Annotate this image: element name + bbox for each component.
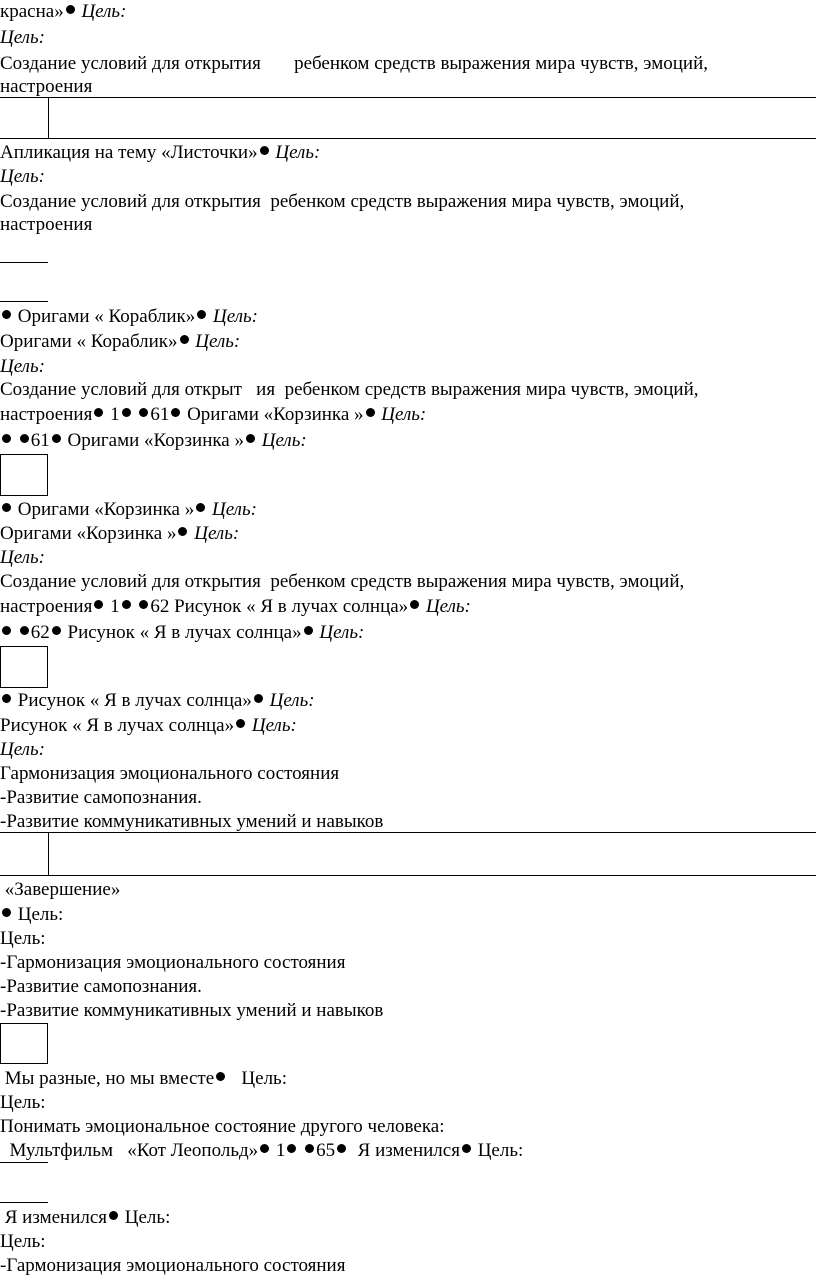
text-line bbox=[0, 403, 426, 427]
bullet-icon bbox=[66, 5, 75, 14]
goal-label: Цель: bbox=[275, 142, 321, 163]
goal-label: Цель: bbox=[261, 430, 307, 451]
text-line bbox=[0, 141, 320, 165]
cell-stub-line bbox=[0, 262, 48, 263]
goal-label: Цель: bbox=[381, 404, 427, 425]
cell-stub-line bbox=[0, 301, 48, 302]
bullet-icon bbox=[246, 434, 255, 443]
table-cell-box bbox=[0, 646, 48, 688]
text-line bbox=[0, 498, 257, 522]
goal-label: Цель: bbox=[269, 690, 315, 711]
table-cell-border bbox=[48, 832, 49, 875]
divider-line bbox=[0, 832, 816, 833]
goal-label: Цель: bbox=[13, 904, 64, 925]
text-line bbox=[0, 330, 240, 354]
text-line bbox=[0, 903, 63, 927]
session-number: 1 bbox=[105, 596, 120, 617]
text-line: -Гармонизация эмоционального состояния bbox=[0, 1255, 346, 1276]
text-line bbox=[0, 522, 239, 546]
line-text: Рисунок « Я в лучах солнца» bbox=[62, 622, 302, 643]
session-number: 1 bbox=[105, 404, 120, 425]
bullet-icon bbox=[94, 408, 103, 417]
goal-label: Цель: bbox=[472, 1140, 524, 1161]
line-text: Рисунок « Я в лучах солнца» bbox=[169, 596, 409, 617]
text-line: «Завершение» bbox=[0, 879, 121, 900]
bullet-icon bbox=[197, 310, 206, 319]
line-text: Я изменился bbox=[0, 1207, 108, 1228]
text-line: Создание условий для открытия ребенком средств выражения мира чувств, эмоций, bbox=[0, 191, 685, 212]
text-line: настроения bbox=[0, 76, 93, 97]
goal-label: Цель: bbox=[0, 928, 46, 949]
bullet-icon bbox=[20, 434, 29, 443]
bullet-icon bbox=[216, 1072, 225, 1081]
goal-label: Цель: bbox=[425, 596, 471, 617]
divider-line bbox=[0, 97, 816, 98]
text-line bbox=[0, 689, 315, 713]
goal-label: Цель: bbox=[0, 356, 45, 377]
bullet-icon bbox=[260, 1144, 269, 1153]
goal-label: Цель: bbox=[319, 622, 365, 643]
bullet-icon bbox=[94, 600, 103, 609]
goal-label: Цель: bbox=[213, 306, 258, 327]
line-text: Оригами «Корзинка » bbox=[182, 404, 364, 425]
cell-stub-line bbox=[0, 1162, 48, 1163]
bullet-icon bbox=[305, 1144, 314, 1153]
goal-label: Цель: bbox=[251, 715, 297, 736]
goal-label: Цель: bbox=[195, 331, 241, 352]
goal-label: Цель: bbox=[81, 1, 127, 22]
bullet-icon bbox=[2, 434, 11, 443]
bullet-icon bbox=[2, 310, 11, 319]
bullet-icon bbox=[2, 694, 11, 703]
bullet-icon bbox=[254, 694, 263, 703]
text-line: -Развитие коммуникативных умений и навыков bbox=[0, 1000, 384, 1021]
session-number: 1 bbox=[271, 1140, 286, 1161]
text-line bbox=[0, 1206, 170, 1230]
text-line: Понимать эмоциональное состояние другого человека: bbox=[0, 1116, 445, 1137]
goal-label: Цель: bbox=[194, 523, 240, 544]
bullet-icon bbox=[122, 600, 131, 609]
text-line: Создание условий для открыт ия ребенком средств выражения мира чувств, эмоций, bbox=[0, 379, 699, 400]
text-line bbox=[0, 714, 297, 738]
text-line bbox=[0, 1139, 523, 1163]
text-line: -Развитие самопознания. bbox=[0, 787, 202, 808]
goal-label: Цель: bbox=[0, 166, 45, 187]
line-text: красна» bbox=[0, 1, 64, 22]
cell-stub-line bbox=[0, 1202, 48, 1203]
text-line: -Развитие коммуникативных умений и навыков bbox=[0, 811, 384, 832]
goal-label: Цель: bbox=[211, 499, 257, 520]
line-text: Оригами «Корзинка » bbox=[62, 430, 244, 451]
bullet-icon bbox=[122, 408, 131, 417]
line-text: Мы разные, но мы вместе bbox=[0, 1068, 215, 1089]
bullet-icon bbox=[304, 626, 313, 635]
line-text: Оригами «Корзинка » bbox=[0, 523, 177, 544]
page-number: 62 bbox=[30, 622, 50, 643]
bullet-icon bbox=[260, 146, 269, 155]
line-text: настроения bbox=[0, 596, 93, 617]
bullet-icon bbox=[52, 626, 61, 635]
bullet-icon bbox=[196, 503, 205, 512]
text-line: Создание условий для открытия ребенком средств выражения мира чувств, эмоций, bbox=[0, 571, 685, 592]
divider-line bbox=[0, 875, 816, 876]
bullet-icon bbox=[410, 600, 419, 609]
text-line: Создание условий для открытия ребенком средств выражения мира чувств, эмоций, bbox=[0, 53, 709, 74]
line-text: Апликация на тему «Листочки» bbox=[0, 142, 258, 163]
table-cell-box bbox=[0, 454, 48, 496]
text-line: -Гармонизация эмоционального состояния bbox=[0, 952, 346, 973]
text-line bbox=[0, 595, 471, 619]
bullet-icon bbox=[236, 719, 245, 728]
bullet-icon bbox=[337, 1144, 346, 1153]
bullet-icon bbox=[180, 335, 189, 344]
divider-line bbox=[0, 138, 816, 139]
text-line: -Развитие самопознания. bbox=[0, 976, 202, 997]
line-text: Мультфильм «Кот Леопольд» bbox=[0, 1140, 259, 1161]
line-text: Оригами «Корзинка » bbox=[13, 499, 195, 520]
table-cell-border bbox=[48, 97, 49, 138]
goal-label: Цель: bbox=[227, 1068, 288, 1089]
table-cell-box bbox=[0, 1023, 48, 1064]
goal-label: Цель: bbox=[0, 1231, 46, 1252]
bullet-icon bbox=[139, 408, 148, 417]
bullet-icon bbox=[2, 626, 11, 635]
text-line bbox=[0, 1067, 287, 1091]
line-text: Рисунок « Я в лучах солнца» bbox=[0, 715, 235, 736]
bullet-icon bbox=[52, 434, 61, 443]
bullet-icon bbox=[287, 1144, 296, 1153]
goal-label: Цель: bbox=[0, 27, 45, 48]
text-line: настроения bbox=[0, 214, 93, 235]
bullet-icon bbox=[178, 527, 187, 536]
bullet-icon bbox=[2, 503, 11, 512]
page-number: 61 bbox=[150, 404, 170, 425]
text-line bbox=[0, 305, 258, 329]
bullet-icon bbox=[366, 408, 375, 417]
goal-label: Цель: bbox=[0, 547, 45, 568]
goal-label: Цель: bbox=[120, 1207, 171, 1228]
goal-label: Цель: bbox=[0, 739, 45, 760]
bullet-icon bbox=[462, 1144, 471, 1153]
page-number: 62 bbox=[150, 596, 170, 617]
line-text: Оригами « Кораблик» bbox=[0, 331, 178, 352]
line-text: Я изменился bbox=[348, 1140, 460, 1161]
bullet-icon bbox=[20, 626, 29, 635]
bullet-icon bbox=[2, 908, 11, 917]
text-line bbox=[0, 429, 307, 453]
goal-label: Цель: bbox=[0, 1092, 46, 1113]
text-line: Гармонизация эмоционального состояния bbox=[0, 763, 340, 784]
text-line bbox=[0, 0, 126, 24]
line-text: настроения bbox=[0, 404, 93, 425]
page-number: 65 bbox=[316, 1140, 336, 1161]
text-line bbox=[0, 621, 364, 645]
line-text: Оригами « Кораблик» bbox=[13, 306, 196, 327]
bullet-icon bbox=[139, 600, 148, 609]
page-number: 61 bbox=[30, 430, 50, 451]
bullet-icon bbox=[171, 408, 180, 417]
bullet-icon bbox=[109, 1211, 118, 1220]
line-text: Рисунок « Я в лучах солнца» bbox=[13, 690, 252, 711]
